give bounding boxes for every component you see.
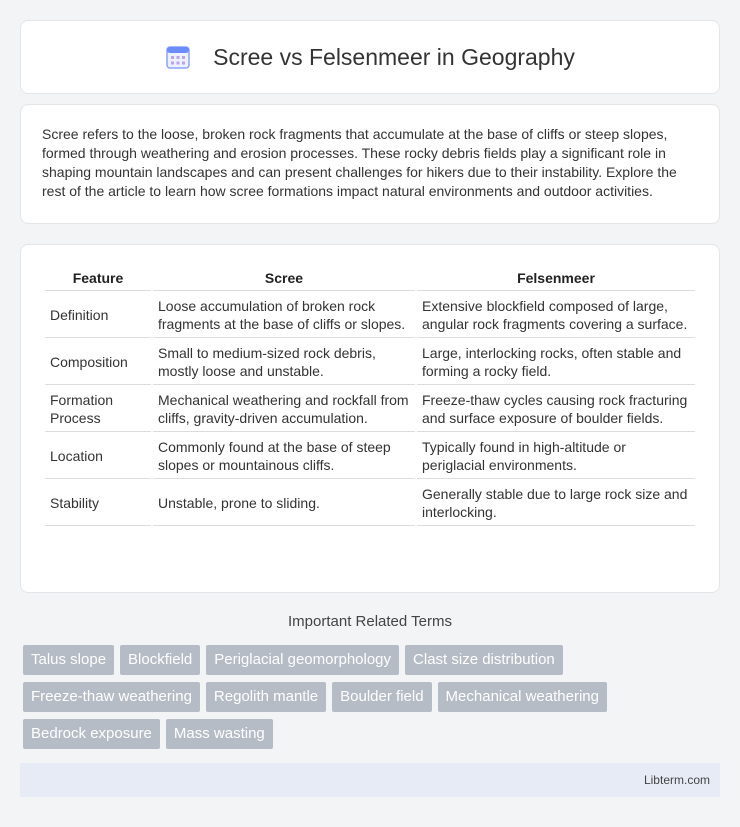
term-tag[interactable]: Mechanical weathering [438, 682, 607, 712]
term-tag[interactable]: Talus slope [23, 645, 114, 675]
table-row [45, 387, 695, 432]
footer [20, 763, 720, 797]
header-felsenmeer: Felsenmeer [417, 266, 695, 291]
term-tag[interactable]: Blockfield [120, 645, 200, 675]
row-feature: Location [45, 434, 151, 479]
row-felsenmeer: Freeze-thaw cycles causing rock fracturing and surface exposure of boulder fields. [417, 387, 695, 432]
term-tag[interactable]: Mass wasting [166, 719, 273, 749]
comparison-table [43, 264, 697, 528]
table-row [45, 340, 695, 385]
footer-brand[interactable]: Libterm.com [643, 773, 710, 787]
row-scree: Loose accumulation of broken rock fragments at the base of cliffs or slopes. [153, 293, 415, 338]
term-tag[interactable]: Periglacial geomorphology [206, 645, 399, 675]
row-felsenmeer: Large, interlocking rocks, often stable and forming a rocky field. [417, 340, 695, 385]
intro-card [20, 104, 720, 224]
row-scree: Commonly found at the base of steep slopes or mountainous cliffs. [153, 434, 415, 479]
intro-text: Scree refers to the loose, broken rock fragments that accumulate at the base of cliffs or steep slopes, formed through weathering and erosion processes. These rocky debris fields play a significant role in shaping mountain landscapes and can present challenges for hikers due to their instability. Explore the rest of the article to learn how scree formations impact natural environments and outdoor activities. [42, 126, 677, 199]
row-scree: Mechanical weathering and rockfall from cliffs, gravity-driven accumulation. [153, 387, 415, 432]
table-row [45, 481, 695, 526]
row-feature: Stability [45, 481, 151, 526]
row-scree: Unstable, prone to sliding. [153, 481, 415, 526]
term-tag[interactable]: Freeze-thaw weathering [23, 682, 200, 712]
page-title: Scree vs Felsenmeer in Geography [213, 43, 575, 70]
row-feature: Definition [45, 293, 151, 338]
row-feature: Composition [45, 340, 151, 385]
table-row [45, 434, 695, 479]
table-row [45, 293, 695, 338]
row-felsenmeer: Generally stable due to large rock size and interlocking. [417, 481, 695, 526]
row-feature: Formation Process [45, 387, 151, 432]
term-tag[interactable]: Bedrock exposure [23, 719, 160, 749]
calendar-icon [165, 44, 191, 70]
header-scree: Scree [153, 266, 415, 291]
header-feature: Feature [45, 266, 151, 291]
table-header-row [45, 266, 695, 291]
term-tag[interactable]: Regolith mantle [206, 682, 326, 712]
comparison-card [20, 244, 720, 593]
title-card [20, 20, 720, 94]
row-felsenmeer: Extensive blockfield composed of large, angular rock fragments covering a surface. [417, 293, 695, 338]
related-terms-list [23, 645, 723, 749]
row-felsenmeer: Typically found in high-altitude or periglacial environments. [417, 434, 695, 479]
related-terms-title: Important Related Terms [288, 613, 452, 630]
row-scree: Small to medium-sized rock debris, mostly loose and unstable. [153, 340, 415, 385]
term-tag[interactable]: Boulder field [332, 682, 431, 712]
term-tag[interactable]: Clast size distribution [405, 645, 563, 675]
